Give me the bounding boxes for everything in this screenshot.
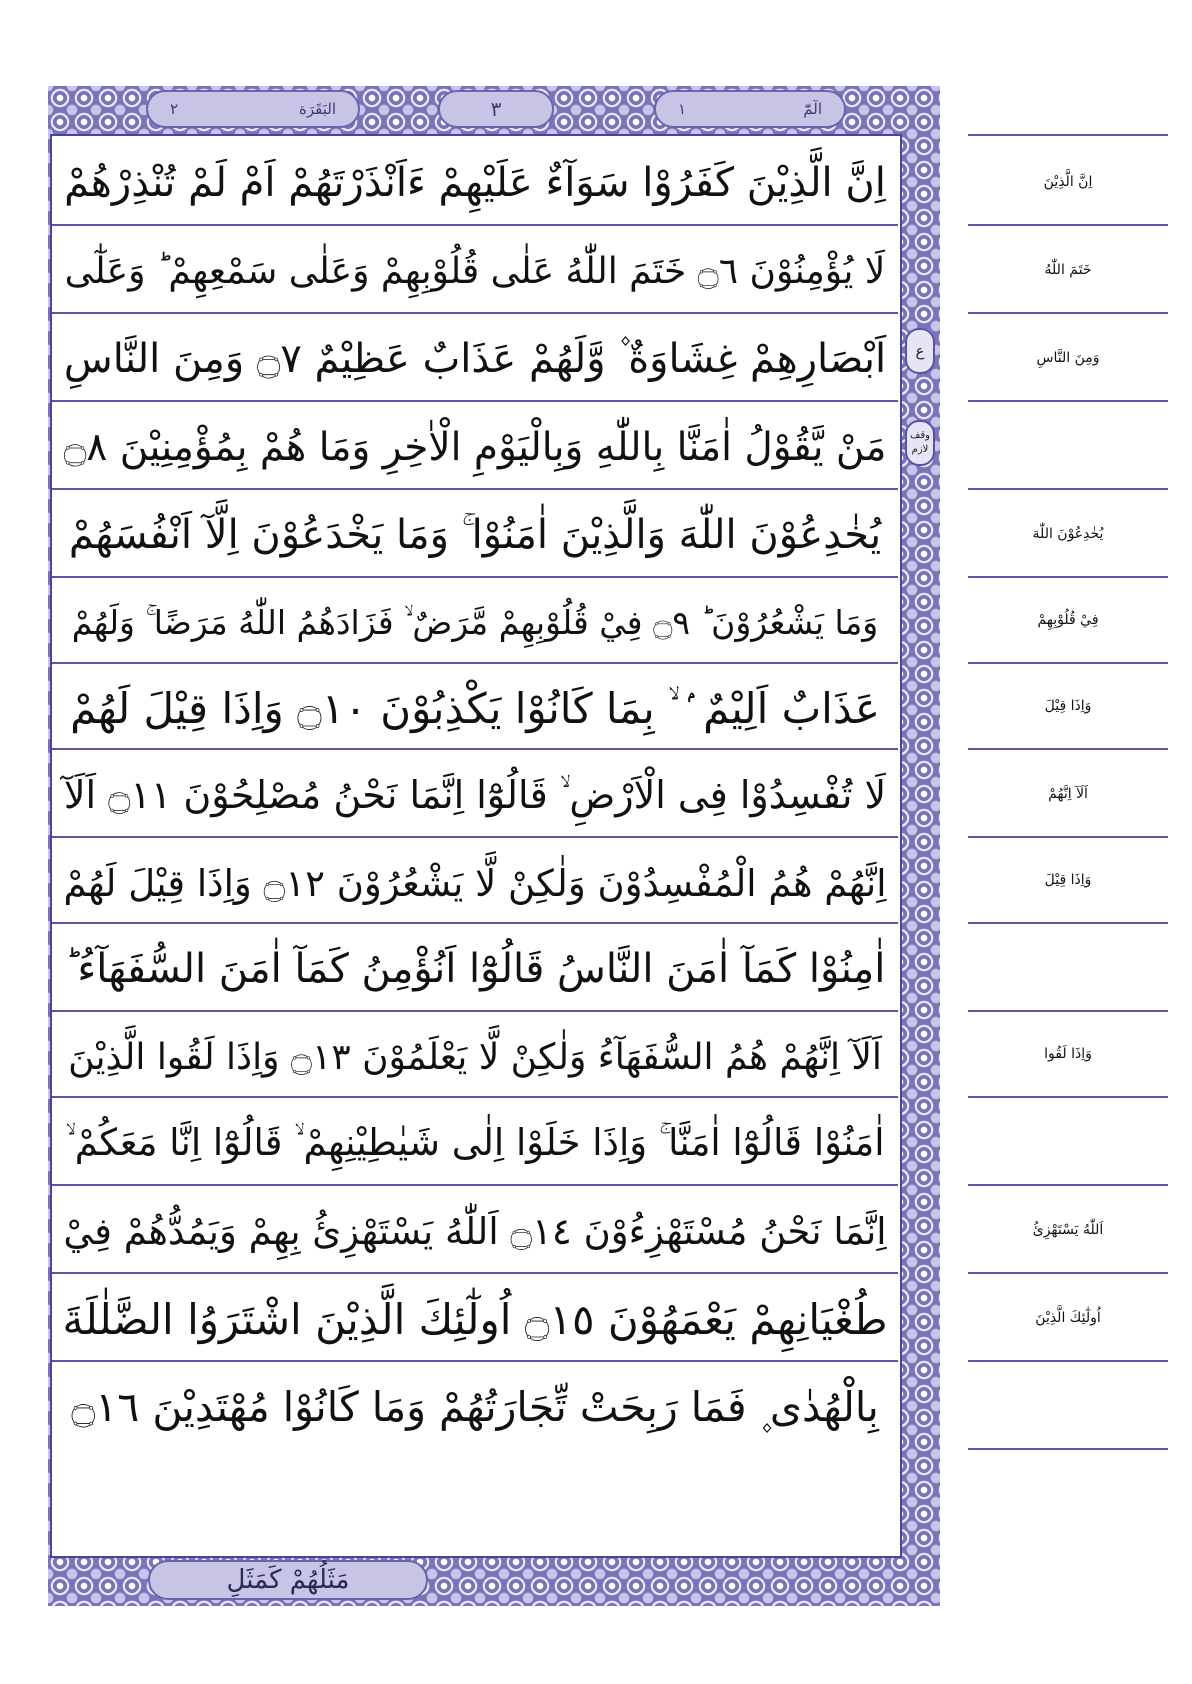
juz-pill — [654, 90, 846, 128]
margin-rule — [968, 1272, 1168, 1274]
margin-word: اَلَآ اِنَّهُمْ — [1048, 786, 1088, 802]
verse-line: يُخٰدِعُوْنَ اللّٰهَ وَالَّذِيْنَ اٰمَنُوْا ۚ وَمَا يَخْدَعُوْنَ اِلَّآ اَنْفُسَهُمْ — [68, 512, 882, 558]
margin-word: وَاِذَا قِيْلَ — [1044, 698, 1092, 714]
verse-line: عَذَابٌ اَلِيْمٌ ۢ ۙ بِمَا كَانُوْا يَكْذِبُوْنَ ۝١٠ وَاِذَا قِيْلَ لَهُمْ — [70, 684, 880, 733]
margin-word: اِنَّ الَّذِيْنَ — [1043, 174, 1093, 190]
margin-word: خَتَمَ اللّٰهُ — [1044, 262, 1092, 278]
verse-line: لَا تُفْسِدُوْا فِى الْاَرْضِ ۙ قَالُوْٓا اِنَّمَا نَحْنُ مُصْلِحُوْنَ ۝١١ اَلَآ — [63, 772, 887, 817]
juz-number: ١ — [678, 100, 687, 118]
surah-number: ٢ — [170, 100, 179, 118]
footer-bar — [48, 1554, 940, 1606]
margin-word — [968, 926, 1168, 1010]
verse-line: اٰمَنُوْا قَالُوْٓا اٰمَنَّا ۚ وَاِذَا خَلَوْا اِلٰى شَيٰطِيْنِهِمْ ۙ قَالُوْٓا اِنَّا مَعَكُمْ ۙ — [65, 1121, 885, 1164]
verse-line: بِالْهُدٰى ۪ فَمَا رَبِحَتْ تِّجَارَتُهُمْ وَمَا كَانُوْا مُهْتَدِيْنَ ۝١٦ — [71, 1382, 879, 1431]
surah-pill — [146, 90, 360, 128]
verse-line: طُغْيَانِهِمْ يَعْمَهُوْنَ ۝١٥ اُولٰٓئِكَ الَّذِيْنَ اشْتَرَوُا الضَّلٰلَةَ — [62, 1294, 888, 1344]
margin-word: فِيْ قُلُوْبِهِمْ — [1037, 612, 1099, 628]
verse-line: اَلَآ اِنَّهُمْ هُمُ السُّفَهَآءُ وَلٰكِنْ لَّا يَعْلَمُوْنَ ۝١٣ وَاِذَا لَقُوا الَّذِيْنَ — [68, 1036, 882, 1078]
margin-word: وَمِنَ النَّاسِ — [1036, 350, 1100, 366]
margin-word: يُخٰدِعُوْنَ اللّٰهَ — [1032, 526, 1104, 542]
verse-line: اَبْصَارِهِمْ غِشَاوَةٌ ۫ وَّلَهُمْ عَذَابٌ عَظِيْمٌ ۝٧ وَمِنَ النَّاسِ — [63, 336, 887, 382]
margin-rule — [968, 488, 1168, 490]
verse-line: لَا يُؤْمِنُوْنَ ۝٦ خَتَمَ اللّٰهُ عَلٰى قُلُوْبِهِمْ وَعَلٰى سَمْعِهِمْ ؕ وَعَلٰٓى — [64, 250, 886, 292]
juz-name: الٓمّٓ — [803, 100, 822, 118]
margin-rule — [968, 1096, 1168, 1098]
verse-line: مَنْ يَّقُوْلُ اٰمَنَّا بِاللّٰهِ وَبِالْيَوْمِ الْاٰخِرِ وَمَا هُمْ بِمُؤْمِنِيْنَ ۝٨ — [63, 424, 887, 470]
ruku-mark: ع — [905, 328, 935, 374]
margin-word — [968, 404, 1168, 488]
verse-line: اٰمِنُوْا كَمَآ اٰمَنَ النَّاسُ قَالُوْٓا اَنُؤْمِنُ كَمَآ اٰمَنَ السُّفَهَآءُ ؕ — [64, 946, 886, 992]
page-number: ٣ — [490, 97, 502, 121]
verse-line: اِنَّ الَّذِيْنَ كَفَرُوْا سَوَآءٌ عَلَيْهِمْ ءَاَنْذَرْتَهُمْ اَمْ لَمْ تُنْذِرْهُمْ — [64, 160, 886, 206]
surah-name: البَقَرَة — [299, 100, 336, 118]
waqf-lazim-mark: وقف لازم — [905, 420, 935, 466]
margin-word: وَاِذَا لَقُوا — [1044, 1046, 1092, 1062]
margin-rule — [968, 134, 1168, 136]
margin-rule — [968, 224, 1168, 226]
margin-word — [968, 1364, 1168, 1448]
margin-word: وَاِذَا قِيْلَ — [1044, 872, 1092, 888]
margin-rule — [968, 1184, 1168, 1186]
header-bar — [48, 86, 940, 134]
margin-word: اُولٰٓئِكَ الَّذِيْنَ — [1035, 1310, 1101, 1326]
margin-rule — [968, 400, 1168, 402]
margin-rule — [968, 1448, 1168, 1450]
footer-label: مَثَلُهُمْ كَمَثَلِ — [226, 1565, 350, 1595]
margin-word: اَللّٰهُ يَسْتَهْزِئُ — [1032, 1222, 1104, 1238]
margin-word — [968, 1100, 1168, 1184]
verse-line: اِنَّهُمْ هُمُ الْمُفْسِدُوْنَ وَلٰكِنْ لَّا يَشْعُرُوْنَ ۝١٢ وَاِذَا قِيْلَ لَهُمْ — [63, 861, 887, 905]
verse-line: وَمَا يَشْعُرُوْنَ ؕ ۝٩ فِيْ قُلُوْبِهِمْ مَّرَضٌ ۙ فَزَادَهُمُ اللّٰهُ مَرَضًا ۚ وَلَهُمْ — [71, 603, 879, 642]
footer-pill — [148, 1560, 428, 1600]
margin-rule — [968, 1360, 1168, 1362]
page-number-pill — [438, 90, 554, 128]
margin-rule — [968, 312, 1168, 314]
verse-line: اِنَّمَا نَحْنُ مُسْتَهْزِءُوْنَ ۝١٤ اَللّٰهُ يَسْتَهْزِئُ بِهِمْ وَيَمُدُّهُمْ فِيْ — [63, 1209, 887, 1253]
margin-rule — [968, 748, 1168, 750]
margin-rule — [968, 922, 1168, 924]
